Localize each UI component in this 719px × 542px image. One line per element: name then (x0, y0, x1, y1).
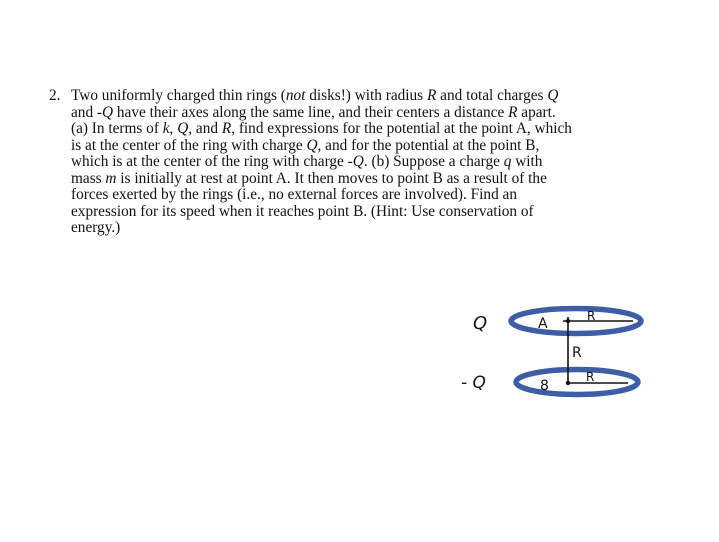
text-run: mass (71, 169, 106, 187)
text-run: is at the center of the ring with charge (71, 136, 307, 154)
text-run: . (b) Suppose a charge (363, 153, 504, 171)
text-run: , and for the potential at the point B, (317, 136, 540, 154)
point-b-dot (566, 381, 570, 385)
italic-variable: R (426, 87, 437, 104)
italic-variable: Q (306, 136, 318, 154)
text-run: and total charges (436, 87, 548, 104)
separation-label: R (572, 345, 582, 361)
text-run: forces exerted by the rings (i.e., no external forces are involved). Find an (71, 186, 517, 204)
text-run: (a) In terms of (71, 120, 163, 138)
text-run: expression for its speed when it reaches point B. (Hint: Use conservation of (71, 202, 534, 220)
italic-variable: Q (352, 153, 364, 171)
text-run: energy.) (71, 219, 121, 237)
italic-variable: R (508, 103, 518, 121)
text-run: is initially at rest at point A. It then moves to point B as a result of the (116, 169, 547, 187)
italic-variable: k (162, 120, 170, 138)
bottom-ring (516, 370, 638, 395)
text-run: have their axes along the same line, and their centers a distance (113, 103, 509, 121)
bottom-ring-charge-label: - Q (461, 373, 486, 393)
text-run: , (169, 120, 178, 138)
text-run: , find expressions for the potential at the point A, which (231, 120, 572, 138)
text-run: , and (188, 120, 222, 138)
point-a-label: A (538, 316, 548, 332)
italic-variable: Q (177, 120, 189, 138)
italic-variable: m (105, 169, 117, 187)
point-b-label: 8 (540, 378, 549, 394)
problem-number: 2. (49, 87, 61, 104)
top-radius-label: R (587, 309, 596, 323)
italic-variable: not (285, 87, 306, 104)
text-run: with (511, 153, 543, 171)
italic-variable: R (221, 120, 232, 138)
text-run: and - (71, 103, 103, 121)
top-ring-charge-label: Q (473, 313, 488, 334)
text-run: which is at the center of the ring with charge - (71, 153, 353, 171)
point-a-dot (566, 319, 570, 323)
text-run: Two uniformly charged thin rings ( (71, 87, 286, 104)
italic-variable: Q (102, 103, 114, 121)
text-run: apart. (517, 103, 556, 121)
text-run: disks!) with radius (305, 87, 427, 104)
italic-variable: q (503, 153, 512, 171)
italic-variable: Q (547, 87, 559, 104)
bottom-radius-label: R (586, 370, 595, 384)
